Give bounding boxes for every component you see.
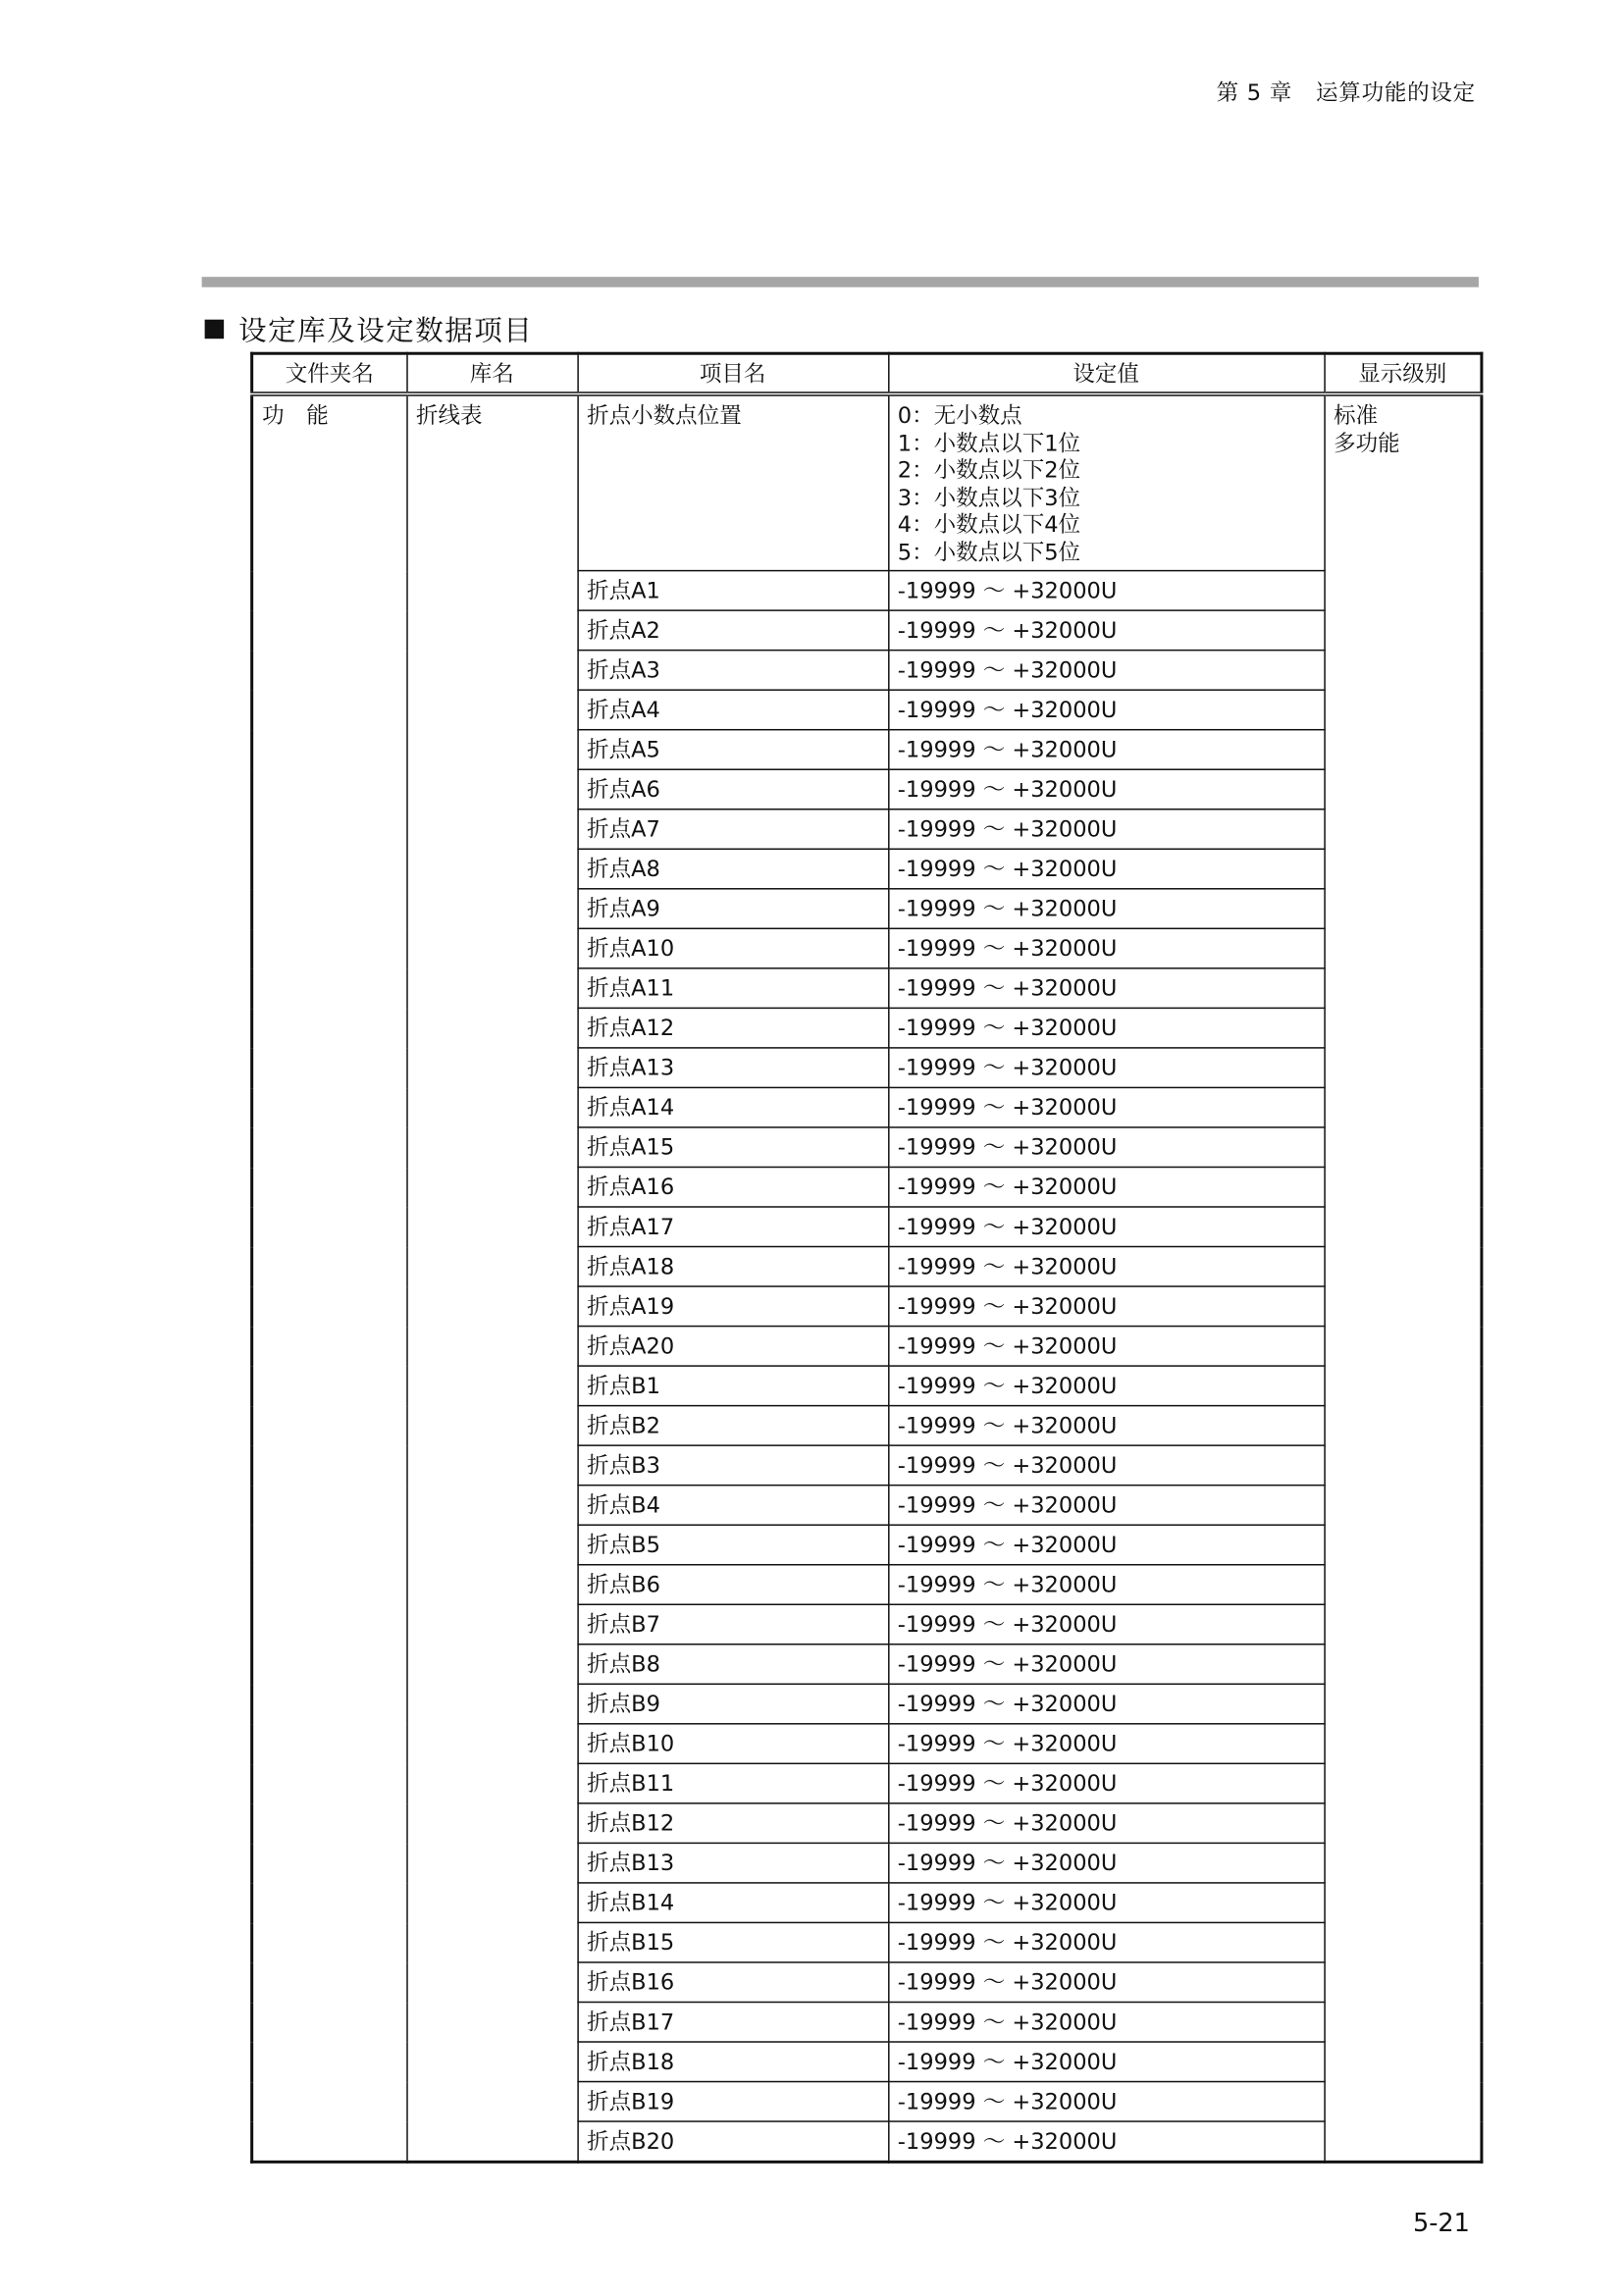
- setting-value-cell: -19999 ～ +32000U: [888, 1525, 1324, 1565]
- item-name-cell: 折点B5: [577, 1525, 888, 1565]
- item-name-cell: 折点A13: [577, 1048, 888, 1088]
- display-level-cell: [1324, 393, 1482, 2162]
- setting-value-cell: -19999 ～ +32000U: [888, 1286, 1324, 1327]
- item-name-cell: 折点B15: [577, 1922, 888, 1962]
- setting-value-cell: -19999 ～ +32000U: [888, 610, 1324, 651]
- item-name-cell: 折点B4: [577, 1486, 888, 1526]
- setting-value-cell: -19999 ～ +32000U: [888, 968, 1324, 1009]
- item-name-cell: 折点B10: [577, 1724, 888, 1764]
- item-name-cell: 折点B9: [577, 1684, 888, 1724]
- value-option: 0：无小数点: [897, 401, 1022, 429]
- setting-value-cell: -19999 ～ +32000U: [888, 1803, 1324, 1844]
- setting-value-cell: -19999 ～ +32000U: [888, 1048, 1324, 1088]
- item-name-cell: 折点A7: [577, 809, 888, 850]
- setting-value-cell: -19999 ～ +32000U: [888, 1684, 1324, 1724]
- item-name-cell: 折点B11: [577, 1763, 888, 1803]
- setting-value-cell: -19999 ～ +32000U: [888, 928, 1324, 968]
- item-name-cell: 折点B19: [577, 2082, 888, 2122]
- item-name-cell: 折点A15: [577, 1127, 888, 1168]
- item-name-cell: 折点B14: [577, 1883, 888, 1923]
- setting-value-cell: -19999 ～ +32000U: [888, 1127, 1324, 1168]
- setting-value-cell: -19999 ～ +32000U: [888, 1008, 1324, 1048]
- section-divider: [202, 277, 1479, 287]
- item-name-cell: 折点A10: [577, 928, 888, 968]
- chapter-label: 第 5 章: [1216, 79, 1293, 107]
- setting-value-cell: -19999 ～ +32000U: [888, 1843, 1324, 1883]
- value-option: 2：小数点以下2位: [897, 456, 1081, 484]
- item-name-cell: 折点A4: [577, 690, 888, 730]
- column-header: 项目名: [577, 353, 888, 393]
- item-name-cell: 折点A6: [577, 769, 888, 809]
- item-name-cell: 折点B16: [577, 1962, 888, 2003]
- item-name-cell: 折点A12: [577, 1008, 888, 1048]
- item-name-cell: 折点A3: [577, 651, 888, 691]
- setting-value-cell: -19999 ～ +32000U: [888, 2121, 1324, 2162]
- section-heading: [205, 309, 534, 349]
- setting-value-cell: -19999 ～ +32000U: [888, 1883, 1324, 1923]
- column-header: 设定值: [888, 353, 1324, 393]
- setting-value-cell: -19999 ～ +32000U: [888, 769, 1324, 809]
- item-name-cell: 折点A16: [577, 1167, 888, 1207]
- setting-value-cell: -19999 ～ +32000U: [888, 2002, 1324, 2042]
- setting-value-cell: -19999 ～ +32000U: [888, 1962, 1324, 2003]
- setting-value-cell: -19999 ～ +32000U: [888, 1327, 1324, 1367]
- setting-value-cell: -19999 ～ +32000U: [888, 1922, 1324, 1962]
- setting-value-cell: -19999 ～ +32000U: [888, 2042, 1324, 2082]
- item-name-cell: 折点A17: [577, 1207, 888, 1247]
- item-name-cell: 折点B18: [577, 2042, 888, 2082]
- page-number: 5-21: [1412, 2209, 1470, 2239]
- setting-value-cell: -19999 ～ +32000U: [888, 1366, 1324, 1406]
- item-name-cell: 折点B6: [577, 1565, 888, 1605]
- setting-value-cell: -19999 ～ +32000U: [888, 571, 1324, 611]
- setting-value-cell: -19999 ～ +32000U: [888, 1604, 1324, 1644]
- item-name-cell: 折点A5: [577, 730, 888, 770]
- table-row: [252, 393, 1482, 570]
- setting-value-cell: -19999 ～ +32000U: [888, 1445, 1324, 1486]
- setting-value-cell: -19999 ～ +32000U: [888, 889, 1324, 929]
- item-name-cell: 折点A18: [577, 1247, 888, 1287]
- column-header: 显示级别: [1324, 353, 1482, 393]
- item-name-cell: 折点A8: [577, 849, 888, 889]
- setting-value-cell: -19999 ～ +32000U: [888, 1763, 1324, 1803]
- setting-value-cell: -19999 ～ +32000U: [888, 1406, 1324, 1446]
- item-name-cell: 折点B17: [577, 2002, 888, 2042]
- chapter-title: 运算功能的设定: [1316, 79, 1476, 107]
- setting-value-cell: -19999 ～ +32000U: [888, 1247, 1324, 1287]
- setting-value-cell: -19999 ～ +32000U: [888, 690, 1324, 730]
- table-header-row: [252, 353, 1482, 393]
- setting-value-cell: -19999 ～ +32000U: [888, 849, 1324, 889]
- column-header: 库名: [406, 353, 577, 393]
- item-name-cell: 折点B12: [577, 1803, 888, 1844]
- setting-value-cell: -19999 ～ +32000U: [888, 809, 1324, 850]
- item-name-cell: 折点A11: [577, 968, 888, 1009]
- setting-value-cell: -19999 ～ +32000U: [888, 1565, 1324, 1605]
- setting-value-cell: -19999 ～ +32000U: [888, 1087, 1324, 1127]
- display-level-item: 标准: [1334, 401, 1379, 429]
- item-name-cell: 折点B3: [577, 1445, 888, 1486]
- setting-value-cell: -19999 ～ +32000U: [888, 651, 1324, 691]
- item-name-cell: 折点B2: [577, 1406, 888, 1446]
- setting-value-cell: [888, 393, 1324, 570]
- square-bullet-icon: [205, 320, 225, 339]
- setting-value-cell: -19999 ～ +32000U: [888, 1644, 1324, 1685]
- item-name-cell: 折点A9: [577, 889, 888, 929]
- section-title: 设定库及设定数据项目: [238, 315, 534, 348]
- setting-value-cell: -19999 ～ +32000U: [888, 1724, 1324, 1764]
- item-name-cell: 折点A14: [577, 1087, 888, 1127]
- item-name-cell: 折点B13: [577, 1843, 888, 1883]
- display-level-item: 多功能: [1334, 429, 1400, 456]
- item-name-cell: 折点B20: [577, 2121, 888, 2162]
- column-header: 文件夹名: [252, 353, 407, 393]
- item-name-cell: 折点A1: [577, 571, 888, 611]
- item-name-cell: 折点A2: [577, 610, 888, 651]
- setting-value-cell: -19999 ～ +32000U: [888, 730, 1324, 770]
- setting-value-cell: -19999 ～ +32000U: [888, 1207, 1324, 1247]
- item-name-cell: 折点A19: [577, 1286, 888, 1327]
- setting-value-cell: -19999 ～ +32000U: [888, 2082, 1324, 2122]
- item-name-cell: 折点B1: [577, 1366, 888, 1406]
- page-header: [1217, 77, 1476, 108]
- value-option: 4：小数点以下4位: [897, 510, 1081, 538]
- setting-value-cell: -19999 ～ +32000U: [888, 1486, 1324, 1526]
- settings-table: [250, 352, 1483, 2164]
- value-option: 5：小数点以下5位: [897, 538, 1081, 565]
- item-name-cell: 折点B8: [577, 1644, 888, 1685]
- value-option: 3：小数点以下3位: [897, 484, 1081, 511]
- item-name-cell: 折点小数点位置: [577, 393, 888, 570]
- item-name-cell: 折点B7: [577, 1604, 888, 1644]
- item-name-cell: 折点A20: [577, 1327, 888, 1367]
- setting-value-cell: -19999 ～ +32000U: [888, 1167, 1324, 1207]
- folder-name-cell: 功 能: [252, 393, 407, 2162]
- value-option: 1：小数点以下1位: [897, 429, 1081, 456]
- bank-name-cell: 折线表: [406, 393, 577, 2162]
